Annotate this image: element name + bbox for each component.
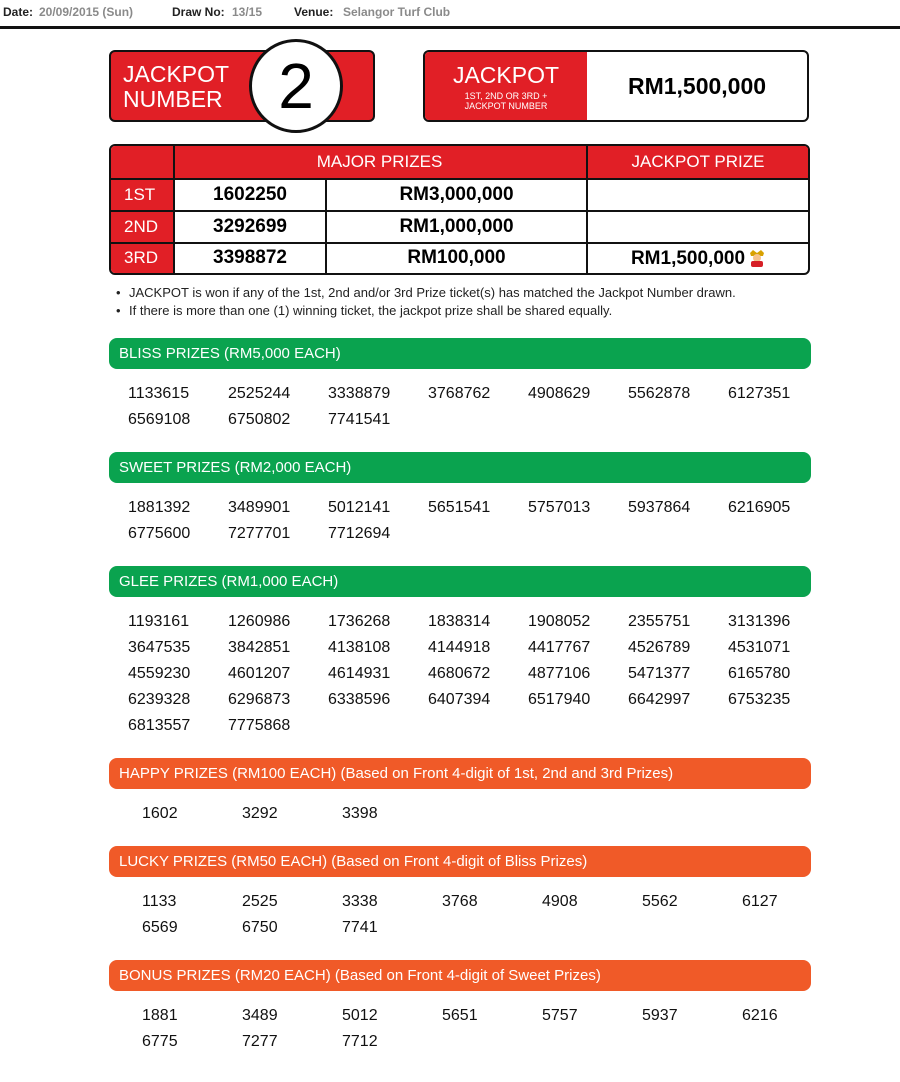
jackpot-amount-box — [423, 50, 809, 122]
prize-number: 3489901 — [228, 499, 291, 516]
prize-number: 6338596 — [328, 691, 391, 708]
prize-number: 4908 — [542, 893, 578, 910]
prize-number: 7775868 — [228, 717, 291, 734]
prize-number: 6239328 — [128, 691, 191, 708]
prize-number: 3489 — [242, 1007, 278, 1024]
prize-number: 5651541 — [428, 499, 491, 516]
prize-number: 1881392 — [128, 499, 191, 516]
prize-number: 4559230 — [128, 665, 191, 682]
jackpot-number-label-line1: JACKPOT — [123, 61, 230, 87]
second-prize-amount: RM1,000,000 — [399, 216, 514, 237]
prize-number: 1260986 — [228, 613, 291, 630]
divider — [325, 179, 327, 273]
prize-number: 4877106 — [528, 665, 591, 682]
prize-number: 6753235 — [728, 691, 791, 708]
prize-number: 1133615 — [128, 385, 190, 402]
major-prizes-header: MAJOR PRIZES — [173, 146, 586, 179]
glee-prizes-list — [109, 612, 811, 735]
prize-number: 4601207 — [228, 665, 291, 682]
prize-number: 6517940 — [528, 691, 591, 708]
first-jackpot-prize — [588, 179, 808, 211]
prize-number: 3768762 — [428, 385, 491, 402]
prize-number: 4526789 — [628, 639, 691, 656]
prize-number: 1133 — [142, 893, 177, 910]
prize-number: 1602 — [142, 805, 178, 822]
prize-number: 7712694 — [328, 525, 391, 542]
prize-number: 6216 — [742, 1007, 778, 1024]
jackpot-notes — [116, 284, 736, 320]
draw-info-bar — [0, 0, 900, 29]
bliss-prizes-header: BLISS PRIZES (RM5,000 EACH) — [109, 338, 811, 369]
bonus-prizes-list — [109, 1006, 811, 1051]
prize-number: 3131396 — [728, 613, 791, 630]
sweet-prizes-header: SWEET PRIZES (RM2,000 EACH) — [109, 452, 811, 483]
draw-label: Draw No: — [172, 5, 225, 19]
prize-number: 5471377 — [628, 665, 691, 682]
jackpot-prize-header: JACKPOT PRIZE — [588, 146, 808, 179]
prize-number: 5562 — [642, 893, 678, 910]
jackpot-amount-subtitle-line2: JACKPOT NUMBER — [464, 101, 548, 111]
venue-label: Venue: — [294, 5, 334, 19]
prize-number: 5757013 — [528, 499, 591, 516]
prize-number: 7277701 — [228, 525, 291, 542]
major-prizes-table — [109, 144, 810, 275]
first-prize-number: 1602250 — [213, 184, 287, 205]
prize-number: 5937864 — [628, 499, 691, 516]
prize-number: 3292 — [242, 805, 278, 822]
prize-number: 6216905 — [728, 499, 791, 516]
jackpot-number-circle: 2 — [249, 39, 343, 133]
note-item: • JACKPOT is won if any of the 1st, 2nd and/or 3rd Prize ticket(s) has matched the Jackpot Number drawn. — [116, 284, 736, 302]
prize-number: 6127 — [742, 893, 778, 910]
prize-number: 3842851 — [228, 639, 291, 656]
prize-number: 6750802 — [228, 411, 291, 428]
prize-number: 5757 — [542, 1007, 578, 1024]
jackpot-amount-subtitle — [425, 91, 587, 111]
prize-number: 2525 — [242, 893, 278, 910]
prize-number: 3768 — [442, 893, 478, 910]
third-prize-number: 3398872 — [213, 247, 287, 268]
jackpot-number-box — [109, 50, 375, 122]
prize-number: 4531071 — [728, 639, 791, 656]
second-jackpot-prize — [588, 211, 808, 243]
happy-prizes-list — [109, 804, 811, 823]
prize-number: 3338879 — [328, 385, 391, 402]
prize-number: 7741 — [342, 919, 378, 936]
third-jackpot-prize: RM1,500,000 — [630, 248, 746, 269]
prize-number: 4138108 — [328, 639, 391, 656]
venue-value: Selangor Turf Club — [343, 5, 451, 19]
second-prize-number: 3292699 — [213, 216, 287, 237]
prize-number: 6127351 — [728, 385, 791, 402]
prize-number: 4417767 — [528, 639, 591, 656]
draw-value: 13/15 — [232, 5, 263, 19]
prize-number: 6775600 — [128, 525, 191, 542]
prize-number: 3338 — [342, 893, 378, 910]
date-label: Date: — [3, 5, 34, 19]
prize-number: 3398 — [342, 805, 378, 822]
sweet-prizes-list — [109, 498, 811, 543]
prize-number: 2355751 — [628, 613, 691, 630]
prize-number: 6296873 — [228, 691, 291, 708]
note-item: • If there is more than one (1) winning ticket, the jackpot prize shall be shared equally. — [116, 302, 736, 320]
prize-number: 1193161 — [128, 613, 190, 630]
prize-number: 1881 — [142, 1007, 178, 1024]
prize-number: 4144918 — [428, 639, 491, 656]
prize-number: 7712 — [342, 1033, 378, 1050]
prize-number: 6642997 — [628, 691, 691, 708]
rank-1st: 1ST — [111, 179, 173, 211]
third-prize-amount: RM100,000 — [407, 247, 506, 268]
jackpot-amount-title: JACKPOT — [452, 62, 560, 88]
prize-number: 4908629 — [528, 385, 591, 402]
lucky-prizes-list — [109, 892, 811, 937]
prize-number: 4680672 — [428, 665, 491, 682]
prize-number: 5562878 — [628, 385, 691, 402]
rank-3rd: 3RD — [111, 243, 173, 273]
jackpot-amount-subtitle-line1: 1ST, 2ND OR 3RD + — [464, 91, 548, 101]
date-value: 20/09/2015 (Sun) — [39, 5, 134, 19]
lucky-prizes-header: LUCKY PRIZES (RM50 EACH) (Based on Front 4-digit of Bliss Prizes) — [109, 846, 811, 877]
prize-number: 6750 — [242, 919, 278, 936]
bonus-prizes-header: BONUS PRIZES (RM20 EACH) (Based on Front 4-digit of Sweet Prizes) — [109, 960, 811, 991]
prize-number: 4614931 — [328, 665, 391, 682]
first-prize-amount: RM3,000,000 — [399, 184, 514, 205]
prize-number: 2525244 — [228, 385, 291, 402]
rank-2nd: 2ND — [111, 211, 173, 243]
jackpot-amount-label-panel — [425, 52, 587, 120]
jackpot-winner-icon — [748, 248, 766, 268]
prize-number: 1736268 — [328, 613, 391, 630]
prize-number: 6775 — [142, 1033, 178, 1050]
happy-prizes-header: HAPPY PRIZES (RM100 EACH) (Based on Front 4-digit of 1st, 2nd and 3rd Prizes) — [109, 758, 811, 789]
bliss-prizes-list — [109, 384, 811, 429]
prize-number: 6569 — [142, 919, 178, 936]
prize-number: 6407394 — [428, 691, 491, 708]
prize-number: 1908052 — [528, 613, 591, 630]
divider — [111, 210, 808, 212]
prize-number: 5651 — [442, 1007, 478, 1024]
prize-number: 7741541 — [328, 411, 391, 428]
divider — [111, 178, 808, 180]
glee-prizes-header: GLEE PRIZES (RM1,000 EACH) — [109, 566, 811, 597]
prize-number: 3647535 — [128, 639, 191, 656]
prize-number: 5937 — [642, 1007, 678, 1024]
prize-number: 7277 — [242, 1033, 278, 1050]
divider — [111, 242, 808, 244]
prize-number: 5012141 — [328, 499, 391, 516]
jackpot-number-label — [123, 62, 229, 112]
prize-number: 1838314 — [428, 613, 491, 630]
prize-number: 6569108 — [128, 411, 191, 428]
jackpot-amount-value: RM1,500,000 — [627, 73, 767, 99]
prize-number: 6165780 — [728, 665, 791, 682]
jackpot-number-label-line2: NUMBER — [123, 86, 223, 112]
prize-number: 5012 — [342, 1007, 378, 1024]
prize-number: 6813557 — [128, 717, 191, 734]
